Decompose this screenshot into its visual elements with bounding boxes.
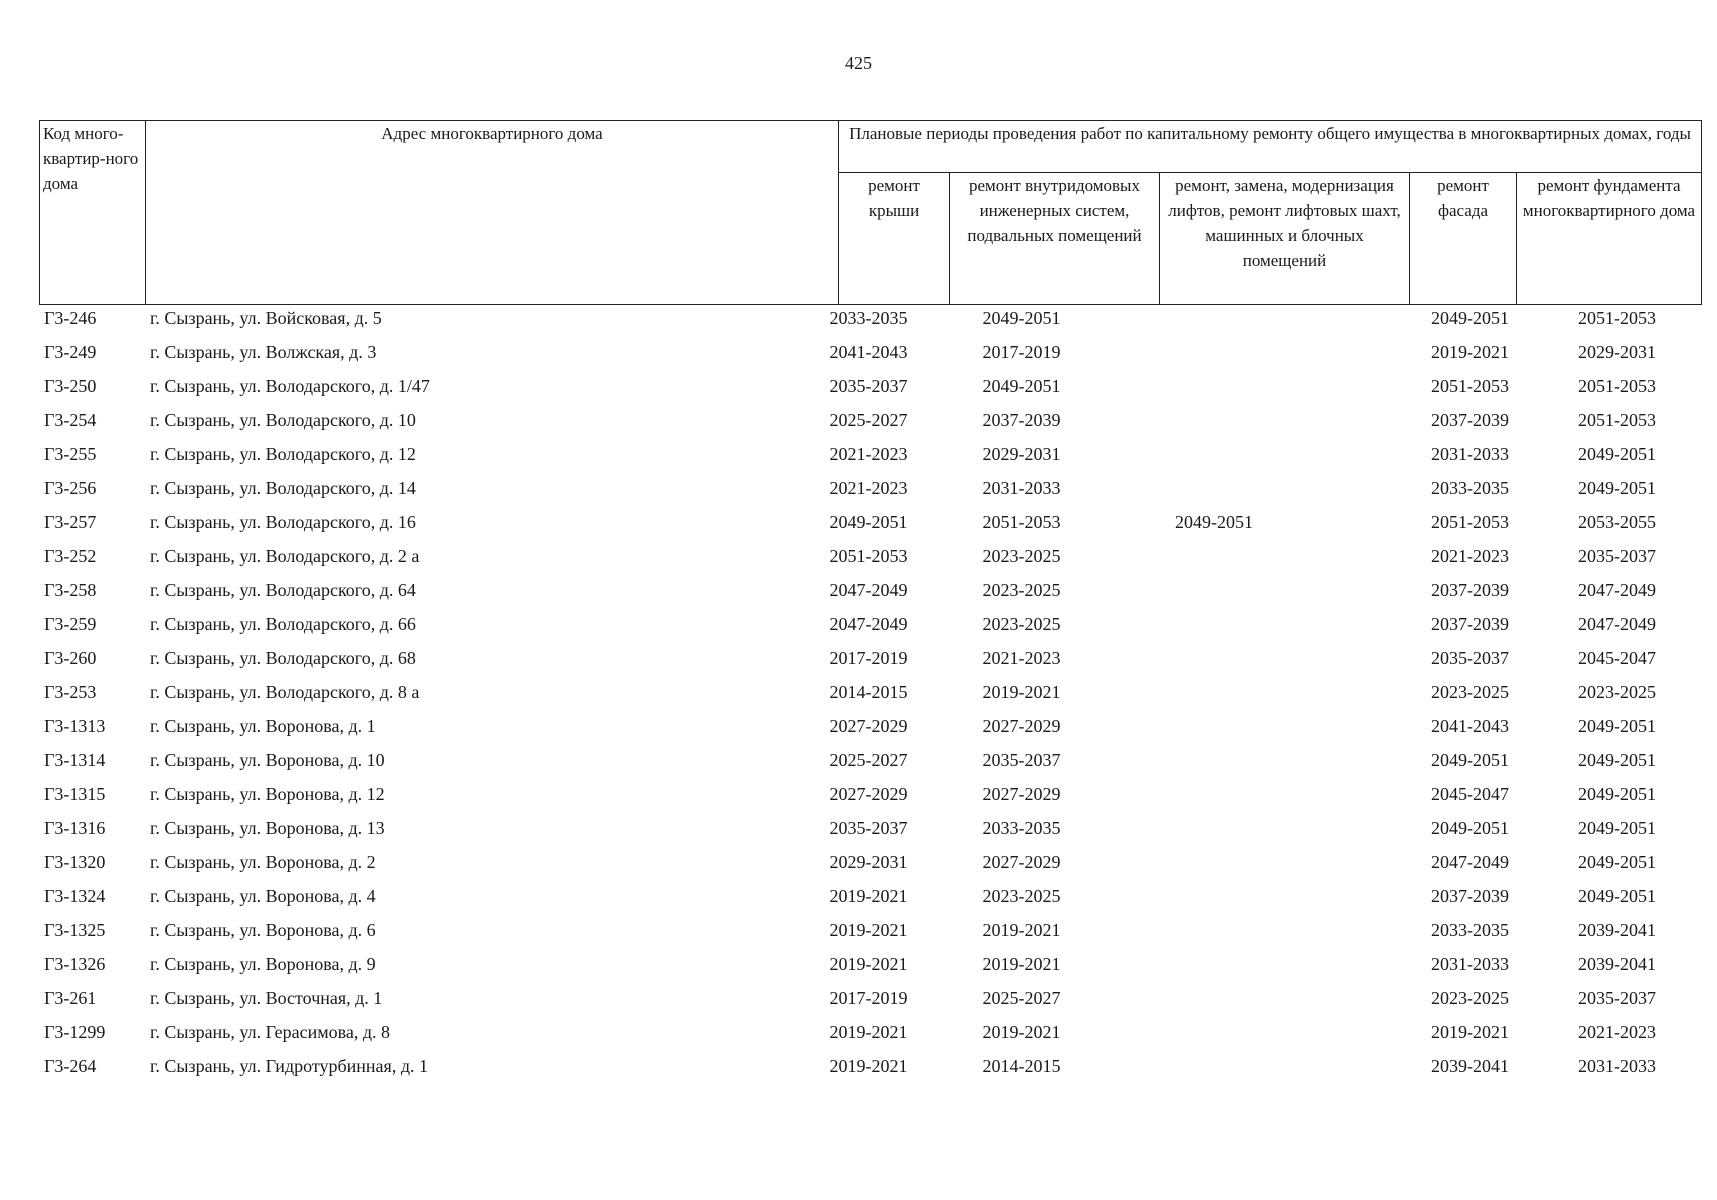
cell-facade: 2031-2033 xyxy=(1431,444,1509,464)
cell-address: г. Сызрань, ул. Воронова, д. 12 xyxy=(150,784,385,804)
cell-foundation: 2051-2053 xyxy=(1578,410,1656,430)
cell-facade: 2037-2039 xyxy=(1431,886,1509,906)
table-row xyxy=(39,306,1701,340)
table-row xyxy=(39,748,1701,782)
cell-code: Г3-1325 xyxy=(44,920,106,940)
cell-code: Г3-249 xyxy=(44,342,97,362)
table-row xyxy=(39,986,1701,1020)
cell-engineering: 2023-2025 xyxy=(982,580,1061,600)
cell-roof: 2027-2029 xyxy=(829,784,908,804)
cell-foundation: 2035-2037 xyxy=(1578,546,1656,566)
cell-code: Г3-1316 xyxy=(44,818,106,838)
cell-roof: 2041-2043 xyxy=(829,342,908,362)
cell-engineering: 2027-2029 xyxy=(982,852,1061,872)
cell-roof: 2025-2027 xyxy=(829,410,908,430)
table-row xyxy=(39,680,1701,714)
cell-roof: 2033-2035 xyxy=(829,308,908,328)
cell-address: г. Сызрань, ул. Володарского, д. 16 xyxy=(150,512,416,532)
table-row xyxy=(39,476,1701,510)
cell-address: г. Сызрань, ул. Войсковая, д. 5 xyxy=(150,308,382,328)
table-row xyxy=(39,374,1701,408)
cell-code: Г3-253 xyxy=(44,682,97,702)
cell-roof: 2035-2037 xyxy=(829,818,908,838)
cell-engineering: 2033-2035 xyxy=(982,818,1061,838)
cell-engineering: 2023-2025 xyxy=(982,886,1061,906)
cell-address: г. Сызрань, ул. Володарского, д. 10 xyxy=(150,410,416,430)
cell-code: Г3-259 xyxy=(44,614,97,634)
header-engineering: ремонт внутридомовых инженерных систем, подвальных помещений xyxy=(950,173,1160,305)
cell-code: Г3-264 xyxy=(44,1056,97,1076)
cell-facade: 2023-2025 xyxy=(1431,682,1509,702)
cell-engineering: 2017-2019 xyxy=(982,342,1061,362)
cell-roof: 2035-2037 xyxy=(829,376,908,396)
cell-address: г. Сызрань, ул. Воронова, д. 6 xyxy=(150,920,376,940)
cell-roof: 2014-2015 xyxy=(829,682,908,702)
cell-facade: 2033-2035 xyxy=(1431,478,1509,498)
cell-code: Г3-250 xyxy=(44,376,97,396)
cell-foundation: 2049-2051 xyxy=(1578,478,1656,498)
table-row xyxy=(39,952,1701,986)
cell-code: Г3-1320 xyxy=(44,852,106,872)
cell-address: г. Сызрань, ул. Володарского, д. 8 а xyxy=(150,682,420,702)
cell-address: г. Сызрань, ул. Володарского, д. 12 xyxy=(150,444,416,464)
cell-address: г. Сызрань, ул. Гидротурбинная, д. 1 xyxy=(150,1056,428,1076)
cell-facade: 2041-2043 xyxy=(1431,716,1509,736)
cell-address: г. Сызрань, ул. Володарского, д. 2 а xyxy=(150,546,420,566)
cell-engineering: 2019-2021 xyxy=(982,920,1061,940)
table-row xyxy=(39,1054,1701,1088)
cell-code: Г3-252 xyxy=(44,546,97,566)
cell-engineering: 2019-2021 xyxy=(982,954,1061,974)
cell-foundation: 2047-2049 xyxy=(1578,614,1656,634)
cell-code: Г3-258 xyxy=(44,580,97,600)
cell-facade: 2039-2041 xyxy=(1431,1056,1509,1076)
header-code: Код много-квартир-ного дома xyxy=(40,121,146,305)
cell-roof: 2029-2031 xyxy=(829,852,908,872)
cell-roof: 2027-2029 xyxy=(829,716,908,736)
cell-foundation: 2051-2053 xyxy=(1578,376,1656,396)
cell-roof: 2021-2023 xyxy=(829,444,908,464)
cell-facade: 2049-2051 xyxy=(1431,308,1509,328)
cell-facade: 2049-2051 xyxy=(1431,818,1509,838)
table-row xyxy=(39,544,1701,578)
cell-address: г. Сызрань, ул. Володарского, д. 14 xyxy=(150,478,416,498)
cell-address: г. Сызрань, ул. Воронова, д. 2 xyxy=(150,852,376,872)
cell-roof: 2051-2053 xyxy=(829,546,908,566)
cell-engineering: 2027-2029 xyxy=(982,716,1061,736)
table-row xyxy=(39,782,1701,816)
cell-foundation: 2051-2053 xyxy=(1578,308,1656,328)
cell-engineering: 2023-2025 xyxy=(982,546,1061,566)
cell-address: г. Сызрань, ул. Волжская, д. 3 xyxy=(150,342,377,362)
cell-address: г. Сызрань, ул. Герасимова, д. 8 xyxy=(150,1022,391,1042)
cell-engineering: 2014-2015 xyxy=(982,1056,1061,1076)
cell-address: г. Сызрань, ул. Воронова, д. 9 xyxy=(150,954,376,974)
cell-engineering: 2025-2027 xyxy=(982,988,1061,1008)
cell-code: Г3-261 xyxy=(44,988,97,1008)
cell-address: г. Сызрань, ул. Воронова, д. 4 xyxy=(150,886,376,906)
cell-facade: 2023-2025 xyxy=(1431,988,1509,1008)
cell-address: г. Сызрань, ул. Воронова, д. 13 xyxy=(150,818,385,838)
cell-roof: 2019-2021 xyxy=(829,954,908,974)
table-row xyxy=(39,510,1701,544)
cell-engineering: 2027-2029 xyxy=(982,784,1061,804)
cell-foundation: 2049-2051 xyxy=(1578,716,1656,736)
cell-foundation: 2045-2047 xyxy=(1578,648,1656,668)
table-body xyxy=(39,306,1701,1088)
page-number: 425 xyxy=(845,53,872,73)
cell-facade: 2037-2039 xyxy=(1431,410,1509,430)
cell-address: г. Сызрань, ул. Володарского, д. 66 xyxy=(150,614,416,634)
cell-facade: 2031-2033 xyxy=(1431,954,1509,974)
table-row xyxy=(39,816,1701,850)
cell-roof: 2019-2021 xyxy=(829,1056,908,1076)
cell-foundation: 2049-2051 xyxy=(1578,818,1656,838)
cell-address: г. Сызрань, ул. Воронова, д. 10 xyxy=(150,750,385,770)
cell-code: Г3-260 xyxy=(44,648,97,668)
cell-facade: 2037-2039 xyxy=(1431,614,1509,634)
cell-engineering: 2021-2023 xyxy=(982,648,1061,668)
table-row xyxy=(39,1020,1701,1054)
table-row xyxy=(39,442,1701,476)
cell-foundation: 2053-2055 xyxy=(1578,512,1656,532)
cell-code: Г3-254 xyxy=(44,410,97,430)
cell-code: Г3-257 xyxy=(44,512,97,532)
cell-foundation: 2023-2025 xyxy=(1578,682,1656,702)
cell-code: Г3-1313 xyxy=(44,716,106,736)
cell-facade: 2037-2039 xyxy=(1431,580,1509,600)
header-foundation: ремонт фундамента многоквартирного дома xyxy=(1517,173,1702,305)
cell-engineering: 2023-2025 xyxy=(982,614,1061,634)
cell-address: г. Сызрань, ул. Восточная, д. 1 xyxy=(150,988,383,1008)
cell-roof: 2047-2049 xyxy=(829,614,908,634)
table-row xyxy=(39,918,1701,952)
header-address: Адрес многоквартирного дома xyxy=(146,121,839,305)
cell-address: г. Сызрань, ул. Володарского, д. 1/47 xyxy=(150,376,430,396)
table-row xyxy=(39,714,1701,748)
cell-code: Г3-246 xyxy=(44,308,97,328)
cell-engineering: 2029-2031 xyxy=(982,444,1061,464)
table-row xyxy=(39,612,1701,646)
table-row xyxy=(39,850,1701,884)
cell-foundation: 2021-2023 xyxy=(1578,1022,1656,1042)
table-row xyxy=(39,408,1701,442)
table-header xyxy=(39,120,1702,305)
cell-foundation: 2039-2041 xyxy=(1578,920,1656,940)
cell-foundation: 2031-2033 xyxy=(1578,1056,1656,1076)
cell-foundation: 2049-2051 xyxy=(1578,784,1656,804)
cell-foundation: 2029-2031 xyxy=(1578,342,1656,362)
cell-address: г. Сызрань, ул. Володарского, д. 68 xyxy=(150,648,416,668)
cell-code: Г3-256 xyxy=(44,478,97,498)
cell-facade: 2045-2047 xyxy=(1431,784,1509,804)
cell-foundation: 2035-2037 xyxy=(1578,988,1656,1008)
cell-roof: 2047-2049 xyxy=(829,580,908,600)
header-roof: ремонт крыши xyxy=(839,173,950,305)
cell-code: Г3-1314 xyxy=(44,750,106,770)
cell-address: г. Сызрань, ул. Володарского, д. 64 xyxy=(150,580,416,600)
cell-foundation: 2039-2041 xyxy=(1578,954,1656,974)
cell-code: Г3-1315 xyxy=(44,784,106,804)
cell-facade: 2047-2049 xyxy=(1431,852,1509,872)
cell-lifts: 2049-2051 xyxy=(1175,512,1253,532)
cell-address: г. Сызрань, ул. Воронова, д. 1 xyxy=(150,716,376,736)
cell-facade: 2033-2035 xyxy=(1431,920,1509,940)
cell-code: Г3-1326 xyxy=(44,954,106,974)
cell-facade: 2035-2037 xyxy=(1431,648,1509,668)
cell-roof: 2017-2019 xyxy=(829,988,908,1008)
cell-facade: 2051-2053 xyxy=(1431,512,1509,532)
cell-code: Г3-1324 xyxy=(44,886,106,906)
table-row xyxy=(39,646,1701,680)
cell-foundation: 2049-2051 xyxy=(1578,750,1656,770)
cell-engineering: 2049-2051 xyxy=(982,376,1061,396)
cell-facade: 2049-2051 xyxy=(1431,750,1509,770)
cell-roof: 2025-2027 xyxy=(829,750,908,770)
cell-code: Г3-1299 xyxy=(44,1022,106,1042)
cell-roof: 2017-2019 xyxy=(829,648,908,668)
cell-foundation: 2049-2051 xyxy=(1578,444,1656,464)
table-row xyxy=(39,340,1701,374)
cell-engineering: 2051-2053 xyxy=(982,512,1061,532)
cell-roof: 2019-2021 xyxy=(829,886,908,906)
header-periods: Плановые периоды проведения работ по капитальному ремонту общего имущества в многоквартирных домах, годы xyxy=(839,121,1702,173)
cell-engineering: 2035-2037 xyxy=(982,750,1061,770)
cell-roof: 2019-2021 xyxy=(829,920,908,940)
cell-facade: 2051-2053 xyxy=(1431,376,1509,396)
cell-roof: 2021-2023 xyxy=(829,478,908,498)
cell-foundation: 2049-2051 xyxy=(1578,886,1656,906)
cell-engineering: 2037-2039 xyxy=(982,410,1061,430)
cell-facade: 2019-2021 xyxy=(1431,1022,1509,1042)
cell-foundation: 2047-2049 xyxy=(1578,580,1656,600)
cell-roof: 2019-2021 xyxy=(829,1022,908,1042)
cell-engineering: 2019-2021 xyxy=(982,682,1061,702)
cell-foundation: 2049-2051 xyxy=(1578,852,1656,872)
header-lifts: ремонт, замена, модернизация лифтов, ремонт лифтовых шахт, машинных и блочных помещений xyxy=(1160,173,1410,305)
cell-roof: 2049-2051 xyxy=(829,512,908,532)
cell-engineering: 2019-2021 xyxy=(982,1022,1061,1042)
cell-engineering: 2031-2033 xyxy=(982,478,1061,498)
table-row xyxy=(39,578,1701,612)
header-facade: ремонт фасада xyxy=(1410,173,1517,305)
cell-code: Г3-255 xyxy=(44,444,97,464)
cell-engineering: 2049-2051 xyxy=(982,308,1061,328)
cell-facade: 2021-2023 xyxy=(1431,546,1509,566)
cell-facade: 2019-2021 xyxy=(1431,342,1509,362)
table-row xyxy=(39,884,1701,918)
